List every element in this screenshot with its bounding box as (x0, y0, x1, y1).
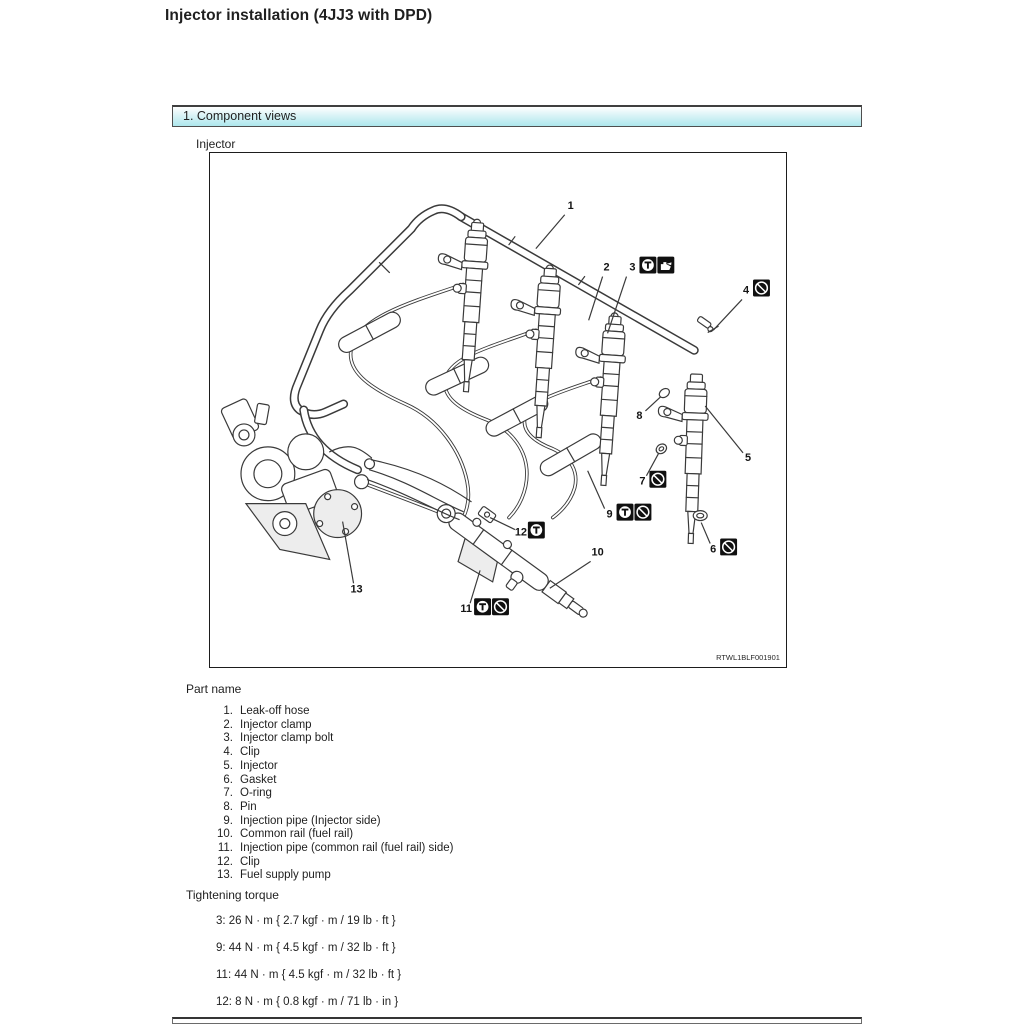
callout-number: 13 (350, 583, 363, 596)
tightening-torque-symbol-icon (528, 522, 545, 539)
part-list-item (209, 815, 453, 829)
callout-number: 9 (606, 508, 613, 521)
part-label: O-ring (240, 787, 272, 800)
injector-diagram-svg (210, 153, 786, 667)
callout-number: 1 (567, 199, 574, 212)
fuel-supply-pump (220, 398, 374, 560)
callout-number: 11 (460, 603, 472, 616)
part-label: Common rail (fuel rail) (240, 828, 354, 841)
callout-leader-line (701, 523, 710, 544)
part-list-item (209, 746, 453, 760)
part-number: 4. (223, 746, 233, 759)
torque-spec: 3: 26 N · m { 2.7 kgf · m / 19 lb · ft } (216, 915, 396, 927)
part-number: 1. (223, 705, 233, 717)
tightening-torque-heading: Tightening torque (186, 888, 279, 902)
part-label: Injector clamp (240, 718, 312, 731)
part-list-item (209, 719, 453, 733)
callout-number: 4 (742, 284, 750, 297)
part-label: Injector clamp bolt (240, 732, 334, 745)
part-number: 13. (217, 869, 233, 882)
gasket-part (693, 511, 707, 521)
callout-leader-line (705, 406, 743, 453)
callout-leader-line (536, 215, 565, 249)
part-number: 7. (223, 787, 233, 800)
part-number: 9. (223, 814, 233, 827)
part-list-item (209, 760, 453, 774)
part-label: Injector (240, 759, 278, 772)
callout-1 (536, 200, 574, 249)
part-label: Fuel supply pump (240, 869, 331, 882)
callout-12 (490, 518, 545, 539)
part-number: 11. (217, 842, 233, 855)
part-list-item (209, 774, 453, 788)
part-list-item (209, 801, 453, 815)
do-not-reuse-symbol-icon (649, 471, 666, 488)
part-label: Pin (240, 800, 257, 813)
tightening-torque-list (216, 910, 401, 1018)
callout-number: 5 (744, 451, 752, 464)
part-number: 6. (223, 773, 233, 786)
do-not-reuse-symbol-icon (720, 539, 737, 556)
apply-oil-symbol-icon (657, 257, 674, 274)
callout-number: 3 (629, 261, 636, 274)
callout-leader-line (550, 561, 591, 588)
part-label: Clip (240, 746, 260, 759)
do-not-reuse-symbol-icon (753, 280, 770, 297)
part-number: 3. (223, 732, 233, 745)
part-list-item (209, 869, 453, 883)
tightening-torque-symbol-icon (474, 598, 491, 615)
callout-number: 7 (639, 475, 646, 488)
callout-10 (550, 546, 604, 588)
callout-number: 2 (603, 261, 610, 274)
callout-number: 12 (514, 526, 527, 539)
part-list-item (209, 732, 453, 746)
page-title: Injector installation (4JJ3 with DPD) (165, 7, 433, 24)
part-list-item (209, 828, 453, 842)
section-header-component-views (172, 105, 862, 127)
next-section-header-cut-off (172, 1017, 862, 1024)
part-label: Injection pipe (Injector side) (240, 814, 381, 827)
part-number: 10. (217, 828, 233, 841)
torque-spec: 11: 44 N · m { 4.5 kgf · m / 32 lb · ft } (216, 969, 402, 981)
part-list-item (209, 705, 453, 719)
callout-8 (636, 397, 660, 422)
section-header-label: 1. Component views (183, 109, 297, 123)
o-ring-part (654, 442, 668, 456)
torque-spec: 9: 44 N · m { 4.5 kgf · m / 32 lb · ft } (216, 942, 396, 954)
part-label: Injection pipe (common rail (fuel rail) side) (240, 842, 454, 855)
callout-number: 6 (710, 543, 717, 556)
callout-number: 10 (591, 546, 604, 559)
part-list-item (209, 842, 453, 856)
torque-spec: 12: 8 N · m { 0.8 kgf · m / 71 lb · in } (216, 996, 399, 1008)
part-number: 12. (217, 855, 233, 868)
callout-leader-line (713, 299, 742, 330)
part-number: 8. (223, 800, 233, 813)
part-label: Clip (240, 855, 260, 868)
do-not-reuse-symbol-icon (634, 504, 651, 521)
tightening-torque-symbol-icon (617, 504, 634, 521)
callout-4 (713, 280, 770, 331)
figure-ref-code: RTWL1BLF001901 (716, 653, 780, 663)
part-label: Leak-off hose (240, 705, 310, 717)
tightening-torque-symbol-icon (639, 257, 656, 274)
part-name-heading: Part name (186, 682, 242, 696)
component-diagram (209, 152, 787, 668)
do-not-reuse-symbol-icon (492, 598, 509, 615)
callout-number: 8 (636, 409, 643, 422)
callout-6 (701, 523, 737, 556)
part-number: 5. (223, 759, 233, 772)
callout-7 (639, 454, 666, 488)
part-label: Gasket (240, 773, 277, 786)
part-list-item (209, 856, 453, 870)
part-list-item (209, 787, 453, 801)
callout-5 (705, 406, 751, 464)
callout-leader-line (490, 518, 515, 530)
part-name-list (209, 705, 453, 883)
part-number: 2. (223, 718, 233, 731)
figure-label: Injector (196, 137, 236, 151)
